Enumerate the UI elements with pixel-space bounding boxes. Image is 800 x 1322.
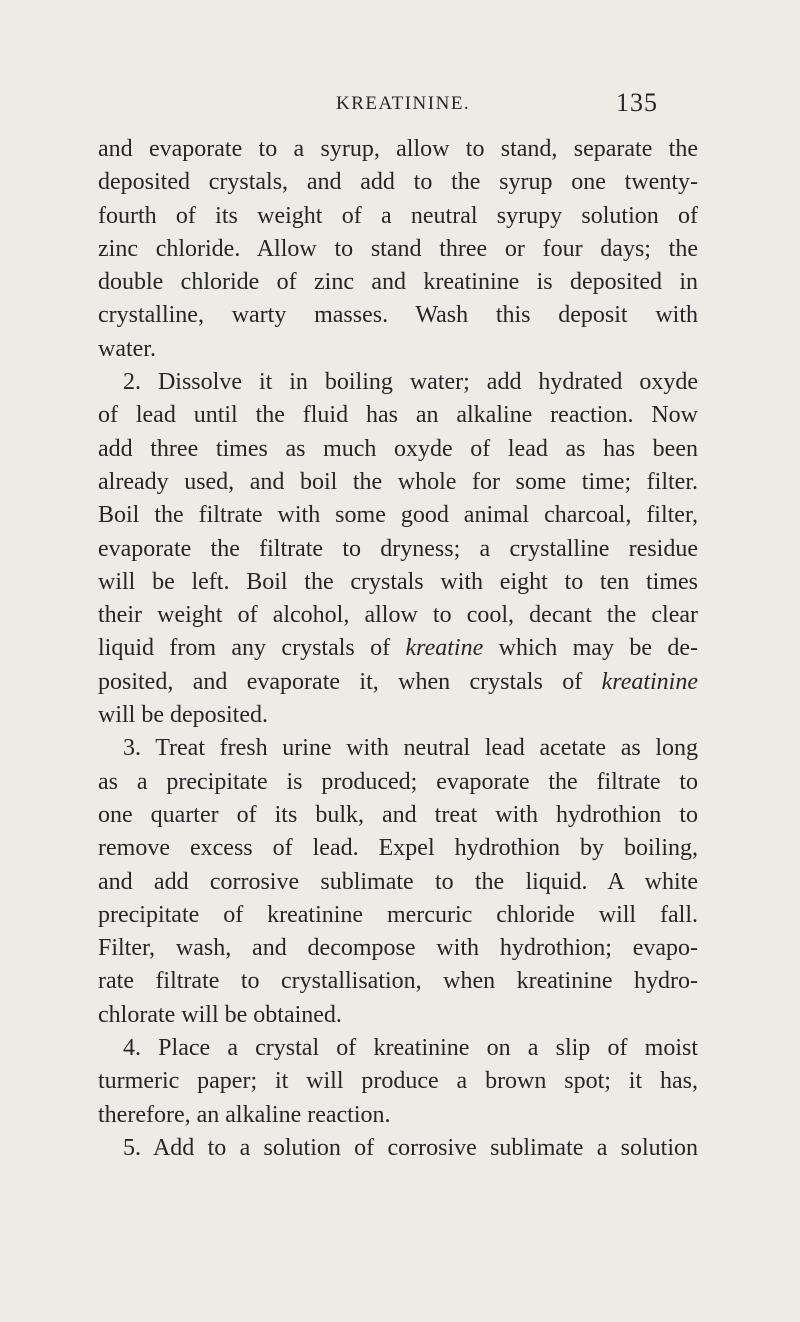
text-line-content: Boil the filtrate with some good animal charcoal, filter, bbox=[98, 502, 698, 529]
text-line-content: of lead until the fluid has an alkaline reaction. Now bbox=[98, 402, 698, 429]
text-line bbox=[98, 1132, 698, 1165]
text-line-content: water. bbox=[98, 335, 156, 362]
text-line bbox=[98, 533, 698, 566]
text-line-content: 4. Place a crystal of kreatinine on a slip of moist bbox=[123, 1035, 698, 1062]
text-line-content: Filter, wash, and decompose with hydrothion; evapo- bbox=[98, 935, 698, 962]
text-line-content: as a precipitate is produced; evaporate the filtrate to bbox=[98, 768, 698, 795]
text-line bbox=[98, 766, 698, 799]
text-line-content: one quarter of its bulk, and treat with hydrothion to bbox=[98, 801, 698, 828]
text-line-content: crystalline, warty masses. Wash this deposit with bbox=[98, 302, 698, 329]
page-number: 135 bbox=[616, 88, 658, 117]
text-line-content: therefore, an alkaline reaction. bbox=[98, 1101, 391, 1128]
text-line bbox=[98, 832, 698, 865]
text-line bbox=[98, 599, 698, 632]
italic-term: kreatine bbox=[405, 635, 484, 662]
text-line-content: 2. Dissolve it in boiling water; add hydrated oxyde bbox=[123, 369, 698, 396]
text-line-content: add three times as much oxyde of lead as has been bbox=[98, 435, 698, 462]
text-line bbox=[98, 433, 698, 466]
text-line-content: zinc chloride. Allow to stand three or four days; the bbox=[98, 235, 698, 262]
text-line-content: their weight of alcohol, allow to cool, decant the clear bbox=[98, 602, 698, 629]
text-line-content: double chloride of zinc and kreatinine is deposited in bbox=[98, 269, 698, 296]
text-line bbox=[98, 799, 698, 832]
text-line-content: and evaporate to a syrup, allow to stand, separate the bbox=[98, 136, 698, 162]
text-line bbox=[98, 499, 698, 532]
running-head bbox=[0, 88, 800, 123]
text-line bbox=[98, 266, 698, 299]
text-line-tail: which may be de- bbox=[483, 635, 698, 662]
text-line bbox=[98, 899, 698, 932]
text-line bbox=[98, 999, 698, 1032]
text-line bbox=[98, 399, 698, 432]
text-line bbox=[98, 166, 698, 199]
text-line-content: precipitate of kreatinine mercuric chloride will fall. bbox=[98, 901, 698, 928]
text-line bbox=[98, 632, 698, 665]
text-line bbox=[98, 366, 698, 399]
text-line-content: already used, and boil the whole for some time; filter. bbox=[98, 468, 698, 495]
text-line-content: liquid from any crystals of bbox=[98, 635, 391, 662]
running-title: KREATININE. bbox=[336, 93, 471, 114]
text-line-content: turmeric paper; it will produce a brown spot; it has, bbox=[98, 1068, 698, 1095]
text-line bbox=[98, 1032, 698, 1065]
text-line bbox=[98, 466, 698, 499]
text-line-content: chlorate will be obtained. bbox=[98, 1001, 342, 1028]
text-line bbox=[98, 566, 698, 599]
text-line-content: remove excess of lead. Expel hydrothion by boiling, bbox=[98, 835, 698, 862]
text-line-content: deposited crystals, and add to the syrup one twenty- bbox=[98, 169, 698, 196]
text-line bbox=[98, 965, 698, 998]
text-line bbox=[98, 732, 698, 765]
text-line-content: fourth of its weight of a neutral syrupy solution of bbox=[98, 202, 698, 229]
text-line-content: will be deposited. bbox=[98, 702, 268, 729]
text-line bbox=[98, 1065, 698, 1098]
text-line-content: and add corrosive sublimate to the liquid. A white bbox=[98, 868, 698, 895]
text-line-content: 3. Treat fresh urine with neutral lead acetate as long bbox=[123, 735, 698, 762]
text-line bbox=[98, 866, 698, 899]
text-line bbox=[98, 1099, 698, 1132]
italic-term: kreatinine bbox=[601, 668, 699, 695]
body-text bbox=[98, 133, 698, 1165]
text-line bbox=[98, 200, 698, 233]
text-line-content: 5. Add to a solution of corrosive sublimate a solution bbox=[123, 1134, 698, 1161]
text-line bbox=[98, 333, 698, 366]
text-line-content: posited, and evaporate it, when crystals of bbox=[98, 668, 583, 695]
text-line-content: evaporate the filtrate to dryness; a crystalline residue bbox=[98, 535, 698, 562]
text-line-content: will be left. Boil the crystals with eight to ten times bbox=[98, 568, 698, 595]
text-line bbox=[98, 233, 698, 266]
text-line-content: rate filtrate to crystallisation, when kreatinine hydro- bbox=[98, 968, 698, 995]
text-line bbox=[98, 932, 698, 965]
text-line bbox=[98, 666, 698, 699]
text-line bbox=[98, 133, 698, 166]
text-line bbox=[98, 699, 698, 732]
text-line bbox=[98, 299, 698, 332]
